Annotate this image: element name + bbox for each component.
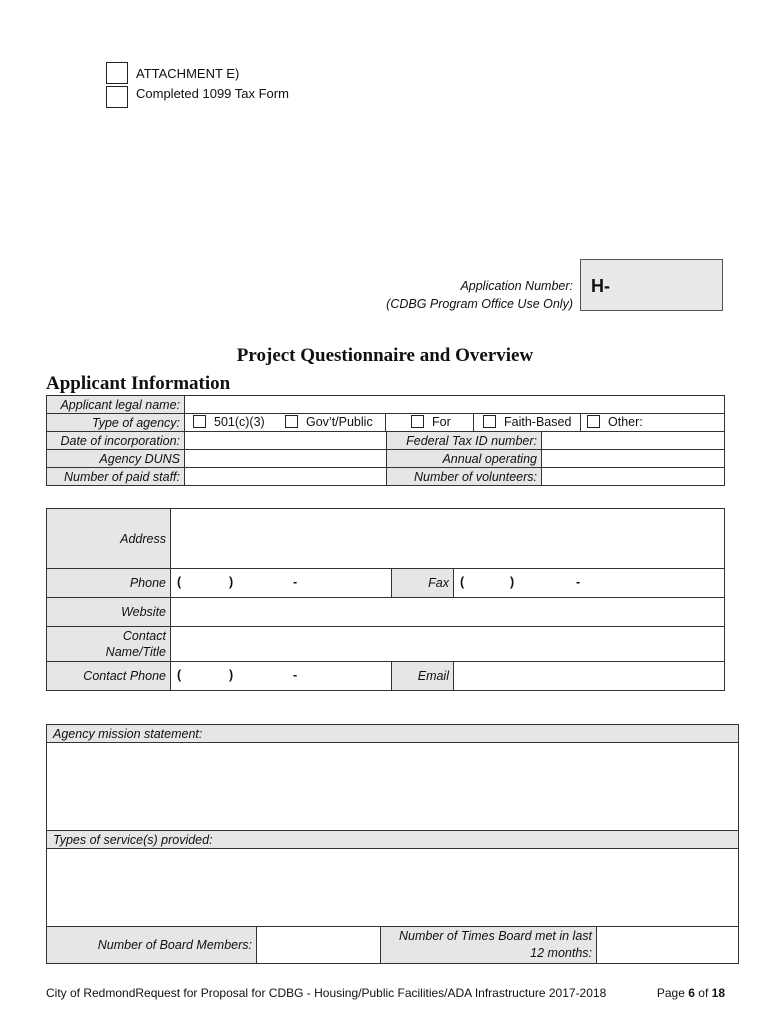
footer-text: City of RedmondRequest for Proposal for CDBG - Housing/Public Facilities/ADA Infrastructure 2017-2018: [46, 986, 607, 1000]
volunteers-label: Number of volunteers:: [387, 468, 542, 486]
total-pages: 18: [711, 986, 725, 1000]
address-label: Address: [47, 509, 171, 569]
agency-type-options: [185, 414, 725, 432]
option-other[interactable]: Other:: [587, 415, 643, 429]
services-label: Types of service(s) provided:: [47, 831, 739, 849]
checkbox-icon[interactable]: [587, 415, 600, 428]
email-label: Email: [392, 662, 454, 691]
board-members-field[interactable]: [257, 927, 381, 964]
application-number-value: H-: [591, 276, 610, 296]
option-501c3[interactable]: 501(c)(3): [193, 415, 265, 429]
fax-label: Fax: [392, 569, 454, 598]
option-for[interactable]: For: [411, 415, 451, 429]
divider: [473, 414, 474, 431]
agency-duns-label: Agency DUNS: [47, 450, 185, 468]
paid-staff-label: Number of paid staff:: [47, 468, 185, 486]
website-label: Website: [47, 598, 171, 627]
phone-field[interactable]: ( ) -: [171, 569, 392, 598]
federal-tax-id-field[interactable]: [542, 432, 725, 450]
divider: [385, 414, 386, 431]
section-title: Applicant Information: [46, 373, 231, 394]
volunteers-field[interactable]: [542, 468, 725, 486]
website-field[interactable]: [171, 598, 725, 627]
contact-table: [46, 508, 725, 691]
address-field[interactable]: [171, 509, 725, 569]
tax-form-checkbox[interactable]: [106, 86, 128, 108]
current-page: 6: [688, 986, 695, 1000]
mission-field[interactable]: [47, 743, 739, 831]
agency-duns-field[interactable]: [185, 450, 387, 468]
application-number-note: (CDBG Program Office Use Only): [386, 297, 573, 311]
page-indicator: Page 6 of 18: [656, 986, 725, 1000]
incorporation-date-label: Date of incorporation:: [47, 432, 185, 450]
application-number-box[interactable]: [580, 259, 723, 311]
fax-field[interactable]: ( ) -: [454, 569, 725, 598]
checkbox-icon[interactable]: [285, 415, 298, 428]
agency-type-label: Type of agency:: [47, 414, 185, 432]
page-title: Project Questionnaire and Overview: [236, 345, 534, 366]
services-field[interactable]: [47, 849, 739, 927]
contact-name-title-field[interactable]: [171, 627, 725, 662]
annual-operating-field[interactable]: [542, 450, 725, 468]
mission-table: [46, 724, 739, 964]
divider: [580, 414, 581, 431]
checkbox-icon[interactable]: [193, 415, 206, 428]
contact-name-title-label: Contact Name/Title: [47, 627, 171, 662]
application-number-label: Application Number:: [460, 279, 573, 293]
option-faith-based[interactable]: Faith-Based: [483, 415, 571, 429]
board-met-field[interactable]: [597, 927, 739, 964]
annual-operating-label: Annual operating: [387, 450, 542, 468]
attachment-e-label: ATTACHMENT E): [136, 66, 240, 81]
board-met-label: Number of Times Board met in last 12 months:: [381, 927, 597, 964]
tax-form-label: Completed 1099 Tax Form: [136, 86, 289, 101]
incorporation-date-field[interactable]: [185, 432, 387, 450]
applicant-info-table: [46, 395, 725, 486]
contact-phone-label: Contact Phone: [47, 662, 171, 691]
option-govt-public[interactable]: Gov’t/Public: [285, 415, 373, 429]
federal-tax-id-label: Federal Tax ID number:: [387, 432, 542, 450]
mission-label: Agency mission statement:: [47, 725, 739, 743]
phone-label: Phone: [47, 569, 171, 598]
legal-name-field[interactable]: [185, 396, 725, 414]
checkbox-icon[interactable]: [483, 415, 496, 428]
email-field[interactable]: [454, 662, 725, 691]
legal-name-label: Applicant legal name:: [47, 396, 185, 414]
board-members-label: Number of Board Members:: [47, 927, 257, 964]
checkbox-icon[interactable]: [411, 415, 424, 428]
attachment-e-checkbox[interactable]: [106, 62, 128, 84]
contact-phone-field[interactable]: ( ) -: [171, 662, 392, 691]
paid-staff-field[interactable]: [185, 468, 387, 486]
